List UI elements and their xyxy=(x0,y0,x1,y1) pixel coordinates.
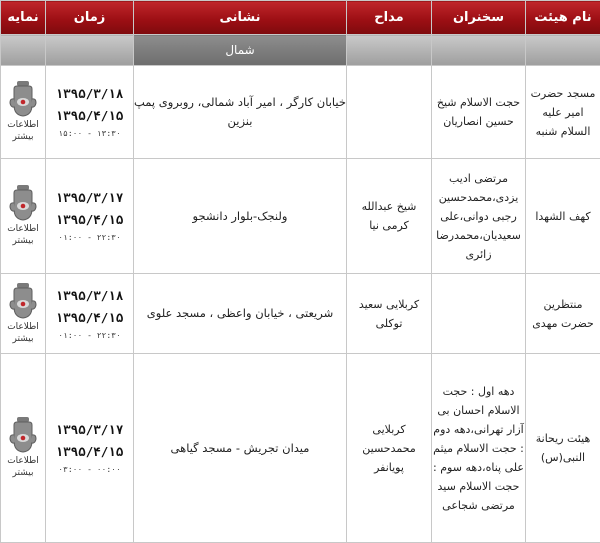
event-name: هیئت ریحانة النبی(س) xyxy=(526,354,600,543)
region-row xyxy=(1,35,600,66)
more-info-link[interactable]: اطلاعات بیشتر xyxy=(7,456,39,478)
date-end: ۱۳۹۵/۴/۱۵ xyxy=(55,444,124,459)
hamsa-hand-icon[interactable] xyxy=(8,185,38,221)
event-hours: ۱۵:۰۰ - ۱۳:۳۰ xyxy=(58,129,121,138)
event-speakers: حجت الاسلام شیخ حسین انصاریان xyxy=(432,66,526,159)
event-name: منتظرین حضرت مهدی xyxy=(526,274,600,354)
region-cell-blank xyxy=(347,35,432,66)
event-speakers: مرتضی ادیب یزدی،محمدحسین رجبی دوانی،علی سعیدیان،محمدرضا زائری xyxy=(432,159,526,274)
event-speakers: دهه اول : حجت الاسلام احسان بی آزار تهرانی،دهه دوم : حجت الاسلام میثم علی پناه،دهه سوم : حجت الاسلام سید مرتضی شجاعی xyxy=(432,354,526,543)
event-hours: ۰۳:۰۰ - ۰۰:۰۰ xyxy=(58,465,121,474)
more-info-cell[interactable] xyxy=(1,354,46,543)
table-row xyxy=(1,274,600,354)
region-cell-blank xyxy=(1,35,46,66)
region-cell-blank xyxy=(526,35,600,66)
date-end: ۱۳۹۵/۴/۱۵ xyxy=(55,212,124,227)
hamsa-hand-icon[interactable] xyxy=(8,417,38,453)
date-start: ۱۳۹۵/۳/۱۷ xyxy=(55,190,124,205)
date-end: ۱۳۹۵/۴/۱۵ xyxy=(55,108,124,123)
event-time xyxy=(46,159,134,274)
event-address: شریعتی ، خیابان واعظی ، مسجد علوی xyxy=(134,274,347,354)
event-name: مسجد حضرت امیر علیه السلام شنبه xyxy=(526,66,600,159)
table-row xyxy=(1,159,600,274)
event-eulogist xyxy=(347,66,432,159)
col-header-speakers[interactable]: سخنران xyxy=(432,1,526,35)
event-address: ولنجک-بلوار دانشجو xyxy=(134,159,347,274)
more-info-link[interactable]: اطلاعات بیشتر xyxy=(7,224,39,246)
hamsa-hand-icon[interactable] xyxy=(8,283,38,319)
event-speakers xyxy=(432,274,526,354)
more-info-cell[interactable] xyxy=(1,66,46,159)
region-cell-blank xyxy=(432,35,526,66)
col-header-eulogist[interactable]: مداح xyxy=(347,1,432,35)
date-start: ۱۳۹۵/۳/۱۷ xyxy=(55,422,124,437)
col-header-time[interactable]: زمان xyxy=(46,1,134,35)
date-start: ۱۳۹۵/۳/۱۸ xyxy=(55,86,124,101)
more-info-link[interactable]: اطلاعات بیشتر xyxy=(7,120,39,142)
event-time xyxy=(46,354,134,543)
event-eulogist: شیخ عبدالله کرمی نیا xyxy=(347,159,432,274)
more-info-link[interactable]: اطلاعات بیشتر xyxy=(7,321,39,344)
event-address: خیابان کارگر ، امیر آباد شمالی، روبروی پمپ بنزین xyxy=(134,66,347,159)
event-time xyxy=(46,66,134,159)
header-row xyxy=(1,1,600,35)
event-address: میدان تجریش - مسجد گیاهی xyxy=(134,354,347,543)
event-time xyxy=(46,274,134,354)
region-cell-blank xyxy=(46,35,134,66)
col-header-name[interactable]: نام هیئت xyxy=(526,1,600,35)
col-header-show[interactable]: نمایه xyxy=(1,1,46,35)
table-row xyxy=(1,66,600,159)
event-name: کهف الشهدا xyxy=(526,159,600,274)
date-start: ۱۳۹۵/۳/۱۸ xyxy=(55,287,124,303)
hamsa-hand-icon[interactable] xyxy=(8,81,38,117)
event-eulogist: کربلایی سعید توکلی xyxy=(347,274,432,354)
more-info-cell[interactable] xyxy=(1,274,46,354)
more-info-cell[interactable] xyxy=(1,159,46,274)
region-label: شمال xyxy=(134,35,347,66)
col-header-address[interactable]: نشانی xyxy=(134,1,347,35)
table-row xyxy=(1,354,600,543)
date-end: ۱۳۹۵/۴/۱۵ xyxy=(55,309,124,325)
event-eulogist: کربلایی محمدحسین پویانفر xyxy=(347,354,432,543)
event-hours: ۰۱:۰۰ - ۲۲:۳۰ xyxy=(58,330,121,340)
event-hours: ۰۱:۰۰ - ۲۲:۳۰ xyxy=(58,233,121,242)
